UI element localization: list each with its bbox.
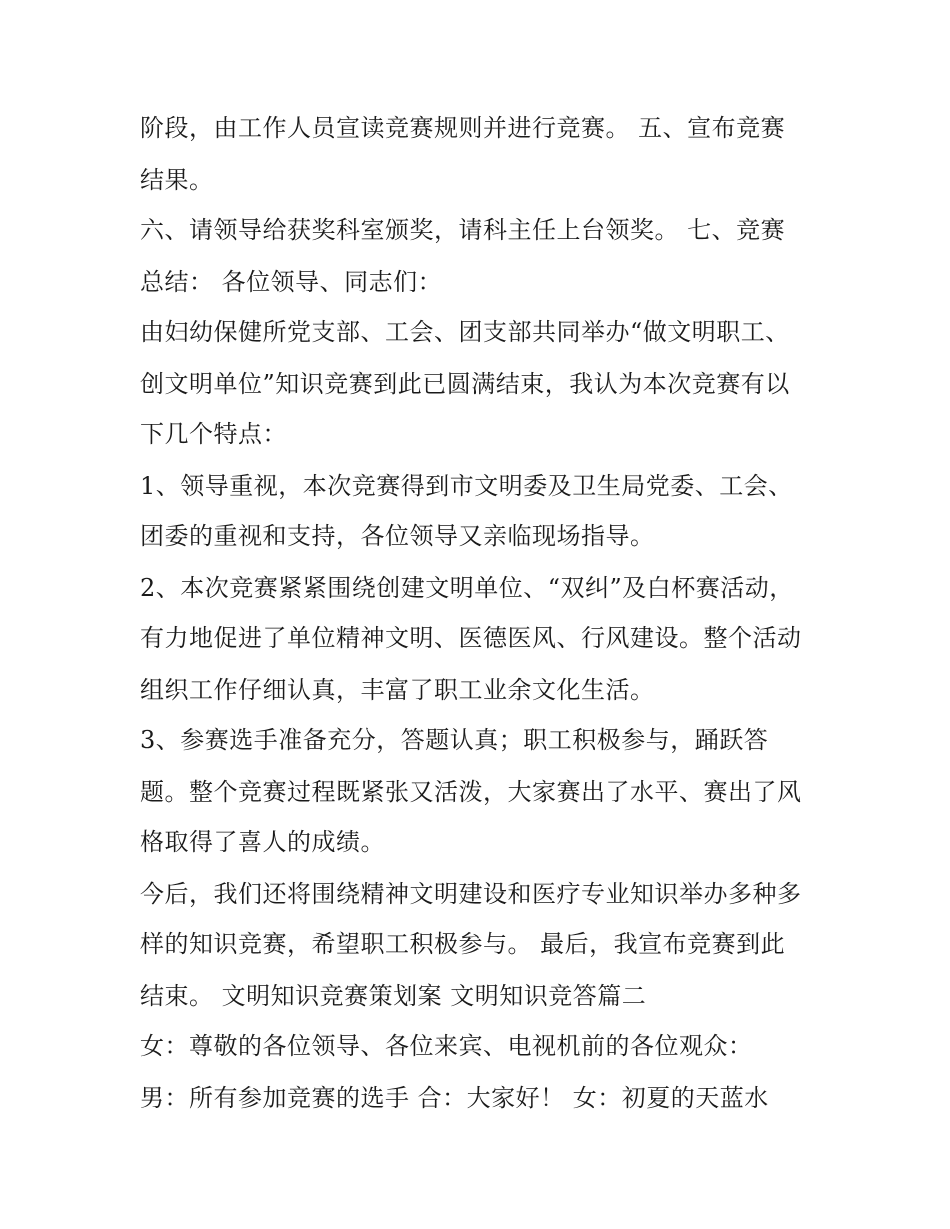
text-line: 今后，我们还将围绕精神文明建设和医疗专业知识举办多种多 xyxy=(140,880,802,908)
text-line: 女：尊敬的各位领导、各位来宾、电视机前的各位观众： xyxy=(140,1032,753,1060)
text-line: 下几个特点： xyxy=(140,420,287,448)
text-line: 结束。 文明知识竞赛策划案 文明知识竞答篇二 xyxy=(140,982,647,1010)
text-line: 总结： 各位领导、同志们： xyxy=(140,268,443,296)
text-line: 格取得了喜人的成绩。 xyxy=(140,828,385,856)
text-line: 创文明单位”知识竞赛到此已圆满结束，我认为本次竞赛有以 xyxy=(140,370,790,398)
text-line: 3、参赛选手准备充分，答题认真；职工积极参与，踊跃答 xyxy=(140,726,769,754)
text-line: 由妇幼保健所党支部、工会、团支部共同举办“做文明职工、 xyxy=(140,318,790,346)
text-line: 样的知识竞赛，希望职工积极参与。 最后，我宣布竞赛到此 xyxy=(140,930,786,958)
text-line: 组织工作仔细认真，丰富了职工业余文化生活。 xyxy=(140,676,655,704)
text-line: 1、领导重视，本次竞赛得到市文明委及卫生局党委、工会、 xyxy=(140,472,793,500)
text-line: 男：所有参加竞赛的选手 合：大家好！ 女：初夏的天蓝水 xyxy=(140,1084,769,1112)
text-line: 六、请领导给获奖科室颁奖，请科主任上台领奖。 七、竞赛 xyxy=(140,216,786,244)
text-line: 有力地促进了单位精神文明、医德医风、行风建设。整个活动 xyxy=(140,624,802,652)
text-line: 阶段，由工作人员宣读竞赛规则并进行竞赛。 五、宣布竞赛 xyxy=(140,114,786,142)
text-line: 题。整个竞赛过程既紧张又活泼，大家赛出了水平、赛出了风 xyxy=(140,778,802,806)
text-line: 团委的重视和支持，各位领导又亲临现场指导。 xyxy=(140,522,655,550)
text-line: 结果。 xyxy=(140,166,214,194)
text-line: 2、本次竞赛紧紧围绕创建文明单位、“双纠”及白杯赛活动， xyxy=(140,574,794,602)
